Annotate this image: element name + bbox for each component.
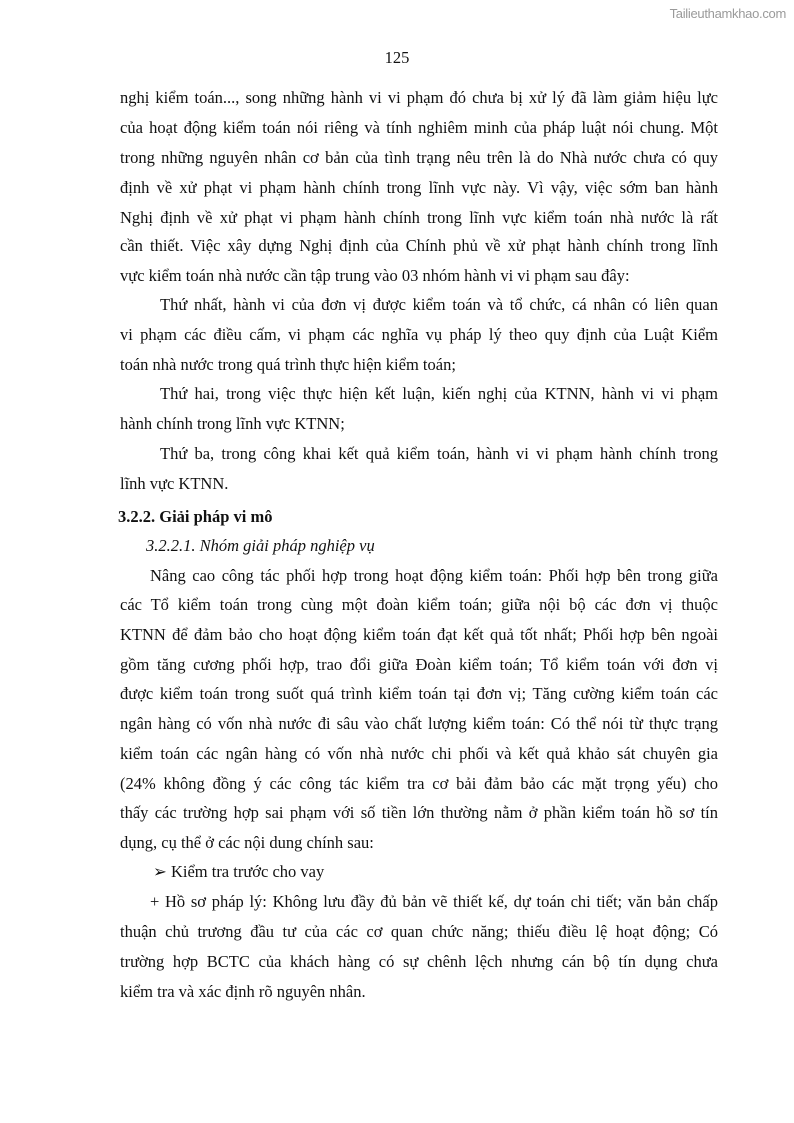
text-line: gồm tăng cương phối hợp, trao đổi giữa Đoàn kiểm toán; Tổ kiểm toán với đơn vị [120,655,718,674]
text-line: Thứ nhất, hành vi của đơn vị được kiểm toán và tổ chức, cá nhân có liên quan [160,295,718,314]
text-line: (24% không đồng ý các công tác kiểm tra cơ bải đảm bảo các mặt trọng yếu) cho [120,774,718,793]
text-line: dụng, cụ thể ở các nội dung chính sau: [120,833,374,852]
watermark: Tailieuthamkhao.com [669,6,786,21]
text-line: toán nhà nước trong quá trình thực hiện kiểm toán; [120,355,456,374]
text-line: định về xử phạt vi phạm hành chính trong lĩnh vực này. Vì vậy, việc sớm ban hành [120,178,718,197]
text-line: của hoạt động kiểm toán nói riêng và tính nghiêm minh của pháp luật nói chung. Một [120,118,718,137]
text-line: Thứ hai, trong việc thực hiện kết luận, kiến nghị của KTNN, hành vi vi phạm [160,384,718,403]
text-line: được kiểm toán trong suốt quá trình kiểm toán tại đơn vị; Tăng cường kiểm toán các [120,684,718,703]
text-line: thuận chủ trương đầu tư của các cơ quan chức năng; thiếu điều lệ hoạt động; Có [120,922,718,941]
subsection-heading: 3.2.2.1. Nhóm giải pháp nghiệp vụ [146,536,375,555]
text-line: trường hợp BCTC của khách hàng có sự chênh lệch nhưng cán bộ tín dụng chưa [120,952,718,971]
text-line: các Tổ kiểm toán trong cùng một đoàn kiểm toán; giữa nội bộ các đơn vị thuộc [120,595,718,614]
text-line: nghị kiểm toán..., song những hành vi vi phạm đó chưa bị xử lý đã làm giảm hiệu lực [120,88,718,107]
text-line: cần thiết. Việc xây dựng Nghị định của Chính phủ về xử phạt hành chính trong lĩnh [120,236,718,255]
text-line: trong những nguyên nhân cơ bản của tình trạng nêu trên là do Nhà nước chưa có quy [120,148,718,167]
text-line: Nghị định về xử phạt vi phạm hành chính trong lĩnh vực kiểm toán nhà nước là rất [120,208,718,227]
text-line: Nâng cao công tác phối hợp trong hoạt động kiểm toán: Phối hợp bên trong giữa [150,566,718,585]
bullet-item: ➢ Kiểm tra trước cho vay [153,862,325,881]
text-line: lĩnh vực KTNN. [120,474,229,493]
text-line: KTNN để đảm bảo cho hoạt động kiểm toán đạt kết quả tốt nhất; Phối hợp bên ngoài [120,625,718,644]
text-line: thấy các trường hợp sai phạm với số tiền lớn thường nằm ở phần kiểm toán hồ sơ tín [120,803,718,822]
text-line: ngân hàng có vốn nhà nước đi sâu vào chất lượng kiểm toán: Có thể nói từ thực trạng [120,714,718,733]
text-line: hành chính trong lĩnh vực KTNN; [120,414,345,433]
text-line: vi phạm các điều cấm, vi phạm các nghĩa vụ pháp lý theo quy định của Luật Kiểm [120,325,718,344]
section-heading: 3.2.2. Giải pháp vi mô [118,507,273,526]
text-line: kiểm toán các ngân hàng có vốn nhà nước chi phối và kết quả khảo sát chuyên gia [120,744,718,763]
text-line: vực kiểm toán nhà nước cần tập trung vào 03 nhóm hành vi vi phạm sau đây: [120,266,630,285]
page-number: 125 [384,48,410,67]
text-line: Thứ ba, trong công khai kết quả kiểm toán, hành vi vi phạm hành chính trong [160,444,718,463]
text-line: kiểm tra và xác định rõ nguyên nhân. [120,982,366,1001]
text-line: + Hồ sơ pháp lý: Không lưu đầy đủ bản vẽ thiết kế, dự toán chi tiết; văn bản chấp [150,892,718,911]
